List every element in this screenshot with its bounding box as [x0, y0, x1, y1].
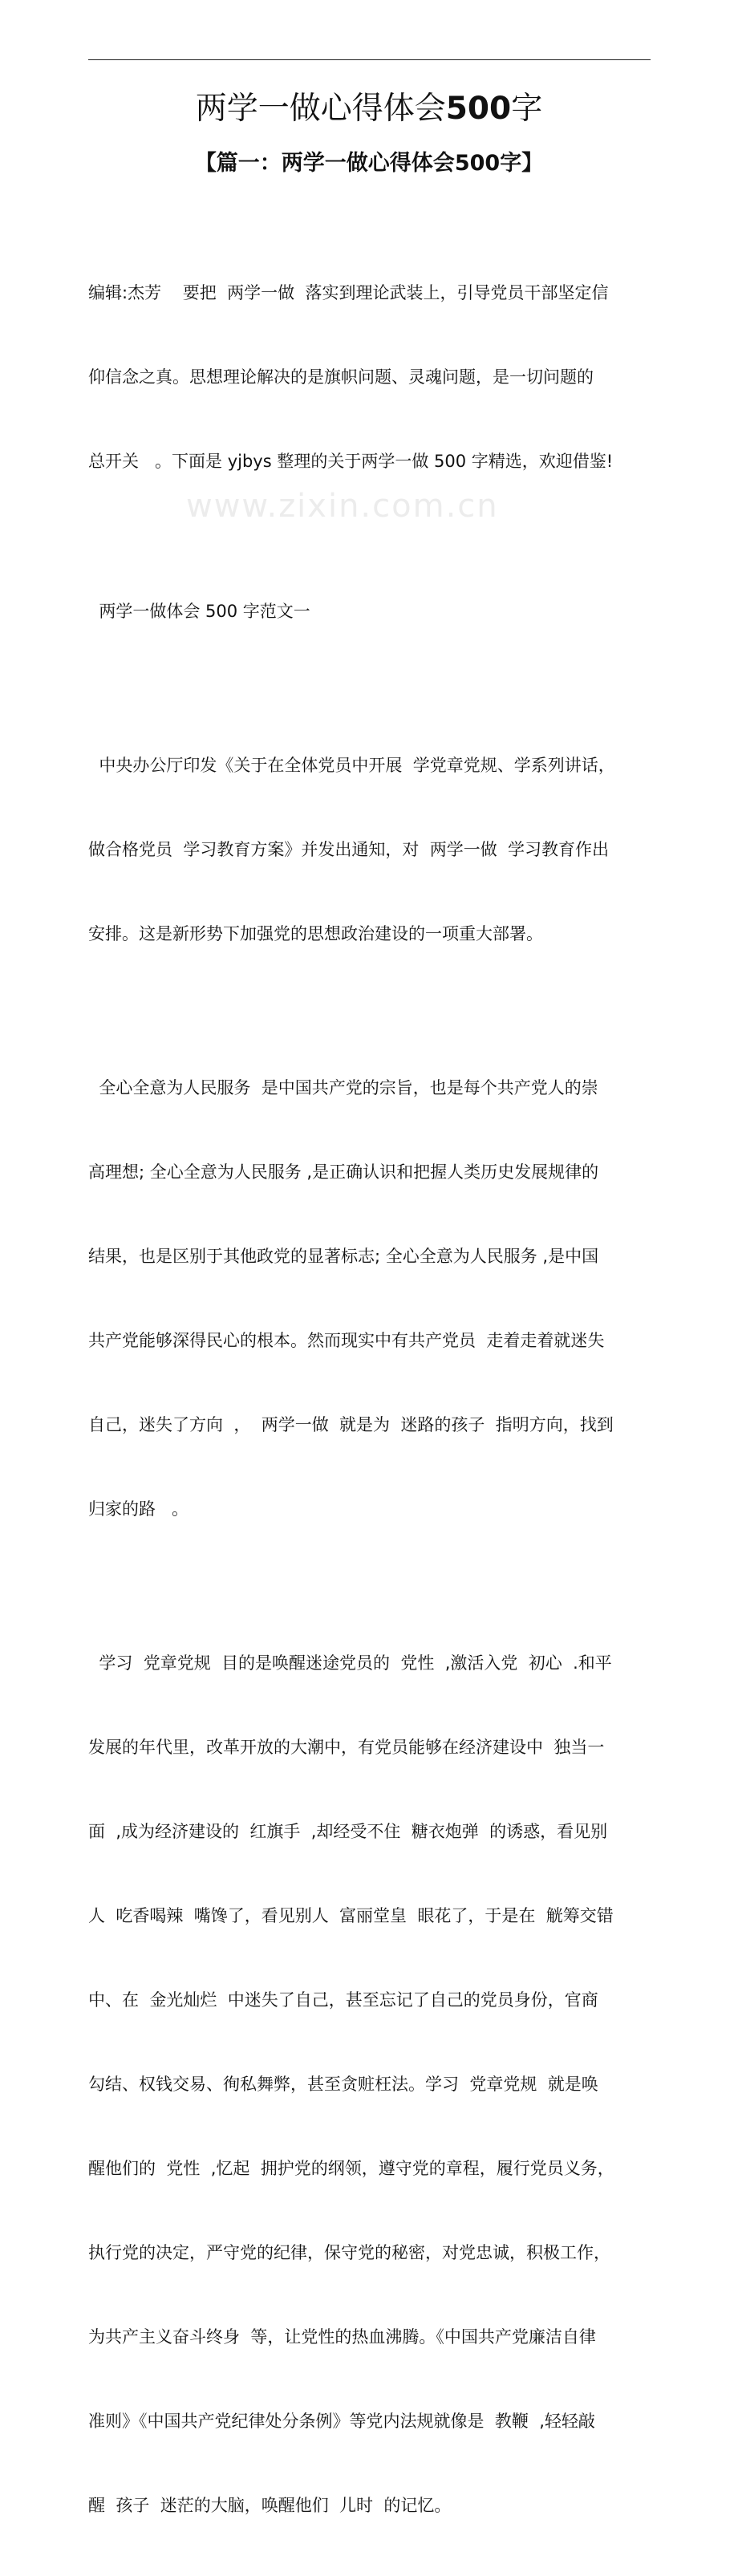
text-line: 为共产主义奋斗终身 等，让党性的热血沸腾。《中国共产党廉洁自律 — [88, 2327, 596, 2347]
text-line: 归家的路 。 — [88, 1499, 189, 1519]
text-line: 总开关 。下面是 yjbys 整理的关于两学一做 500 字精选，欢迎借鉴! — [88, 452, 614, 471]
intro-paragraph — [88, 223, 659, 532]
text-line: 醒 孩子 迷茫的大脑，唤醒他们 儿时 的记忆。 — [88, 2496, 452, 2515]
article-body — [88, 223, 659, 2576]
paragraph-2 — [88, 1018, 659, 1580]
text-line: 仰信念之真。思想理论解决的是旗帜问题、灵魂问题，是一切问题的 — [88, 367, 594, 387]
title-suffix: 字 — [511, 91, 543, 127]
text-line: 高理想; 全心全意为人民服务 ,是正确认识和把握人类历史发展规律的 — [88, 1162, 599, 1182]
text-line: 编辑:杰芳 要把 两学一做 落实到理论武装上，引导党员干部坚定信 — [88, 283, 609, 302]
text-line: 结果，也是区别于其他政党的显著标志; 全心全意为人民服务 ,是中国 — [88, 1247, 599, 1266]
header-rule — [88, 59, 651, 60]
paragraph-1 — [88, 696, 659, 1004]
text-line: 学习 党章党规 目的是唤醒迷途党员的 党性 ,激活入党 初心 .和平 — [88, 1653, 612, 1673]
sample-subheading — [88, 542, 659, 682]
watermark: www.zixin.com.cn — [186, 488, 499, 525]
text-line: 准则》《中国共产党纪律处分条例》等党内法规就像是 教鞭 ,轻轻敲 — [88, 2412, 595, 2431]
text-line: 人 吃香喝辣 嘴馋了，看见别人 富丽堂皇 眼花了，于是在 觥筹交错 — [88, 1906, 614, 1925]
text-line: 安排。这是新形势下加强党的思想政治建设的一项重大部署。 — [88, 924, 543, 943]
text-line: 全心全意为人民服务 是中国共产党的宗旨，也是每个共产党人的崇 — [88, 1078, 598, 1097]
text-line: 共产党能够深得民心的根本。然而现实中有共产党员 走着走着就迷失 — [88, 1331, 605, 1350]
section-open: 【篇一：两学一做心得体会 — [194, 151, 455, 176]
text-line: 自己，迷失了方向 ， 两学一做 就是为 迷路的孩子 指明方向，找到 — [88, 1415, 614, 1434]
text-line: 中、在 金光灿烂 中迷失了自己，甚至忘记了自己的党员身份，官商 — [88, 1990, 598, 2010]
text-line: 发展的年代里，改革开放的大潮中，有党员能够在经济建设中 独当一 — [88, 1738, 605, 1757]
text-line: 面 ,成为经济建设的 红旗手 ,却经受不住 糖衣炮弹 的诱惑，看见别 — [88, 1822, 608, 1841]
section-close: 字】 — [500, 151, 544, 176]
section-number: 500 — [454, 151, 501, 176]
text-line: 执行党的决定，严守党的纪律，保守党的秘密，对党忠诚，积极工作， — [88, 2243, 610, 2262]
text-line: 醒他们的 党性 ,忆起 拥护党的纲领，遵守党的章程，履行党员义务， — [88, 2159, 614, 2178]
text-line: 中央办公厅印发《关于在全体党员中开展 学党章党规、学系列讲话， — [88, 756, 615, 775]
text-line: 做合格党员 学习教育方案》并发出通知，对 两学一做 学习教育作出 — [88, 840, 610, 859]
title-text: 两学一做心得体会 — [195, 91, 446, 127]
text-line: 勾结、权钱交易、徇私舞弊，甚至贪赃枉法。学习 党章党规 就是唤 — [88, 2075, 598, 2094]
section-heading — [0, 144, 738, 183]
text-line: 两学一做体会 500 字范文一 — [88, 602, 310, 621]
document-title — [0, 87, 738, 132]
paragraph-3 — [88, 1593, 659, 2576]
title-number: 500 — [445, 91, 512, 127]
